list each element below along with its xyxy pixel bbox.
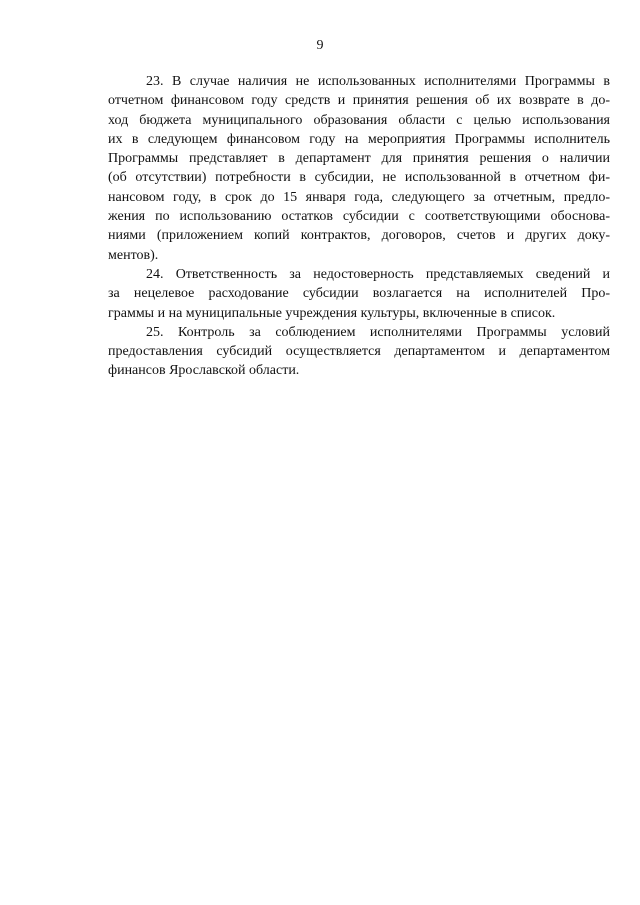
text-line: жения по использованию остатков субсидии с соответствующими обоснова- <box>108 209 610 225</box>
text-line: ментов). <box>108 247 159 263</box>
document-body <box>108 72 610 381</box>
text-line: финансов Ярославской области. <box>108 363 300 379</box>
paragraph-25 <box>108 323 610 381</box>
text-line: предоставления субсидий осуществляется департаментом и департаментом <box>108 344 610 360</box>
page-number: 9 <box>316 38 324 53</box>
paragraph-23 <box>108 72 610 265</box>
text-line: ниями (приложением копий контрактов, договоров, счетов и других доку- <box>108 228 610 244</box>
text-line: за нецелевое расходование субсидии возлагается на исполнителей Про- <box>108 286 610 302</box>
text-line: их в следующем финансовом году на мероприятия Программы исполнитель <box>108 131 610 147</box>
text-line: 23. В случае наличия не использованных исполнителями Программы в <box>146 74 610 89</box>
text-line: (об отсутствии) потребности в субсидии, не использованной в отчетном фи- <box>108 170 610 186</box>
text-line: ход бюджета муниципального образования области с целью использования <box>108 112 610 128</box>
text-line: 24. Ответственность за недостоверность представляемых сведений и <box>146 266 610 282</box>
paragraph-24 <box>108 265 610 323</box>
text-line: нансовом году, в срок до 15 января года, следующего за отчетным, предло- <box>108 189 610 205</box>
text-line: 25. Контроль за соблюдением исполнителями Программы условий <box>146 324 610 340</box>
text-line: отчетном финансовом году средств и принятия решения об их возврате в до- <box>108 93 610 109</box>
text-line: граммы и на муниципальные учреждения культуры, включенные в список. <box>108 305 556 321</box>
text-line: Программы представляет в департамент для принятия решения о наличии <box>108 151 610 167</box>
